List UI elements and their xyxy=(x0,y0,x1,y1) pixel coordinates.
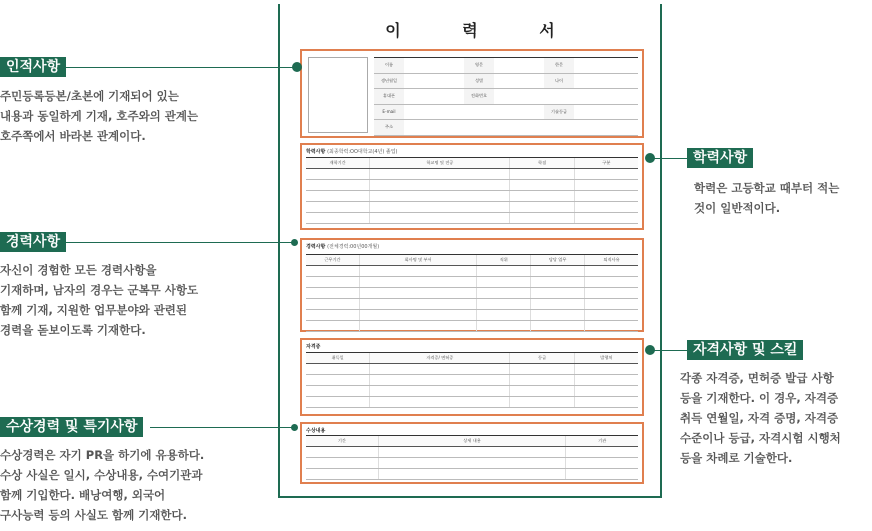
table-row xyxy=(306,277,638,288)
column-header: 재학기간 xyxy=(329,160,346,165)
table-header-row xyxy=(306,255,638,266)
table-cell xyxy=(509,191,573,201)
table-cell xyxy=(306,299,359,309)
table-cell xyxy=(306,364,369,374)
table-cell xyxy=(574,364,638,374)
table-cell xyxy=(378,458,566,468)
field-label: E-mail xyxy=(374,105,404,120)
table-cell xyxy=(530,321,584,331)
table-cell xyxy=(530,266,584,276)
career-table xyxy=(306,254,638,332)
education-heading: 학력사항 (최종학력:OO대학교(4년) 졸업) xyxy=(306,149,398,155)
table-cell xyxy=(359,288,476,298)
table-cell xyxy=(359,266,476,276)
table-cell xyxy=(565,447,638,457)
table-cell xyxy=(306,191,369,201)
column-header: 기관 xyxy=(565,436,638,446)
table-cell xyxy=(306,266,359,276)
career-connector-dot xyxy=(291,239,298,246)
table-cell xyxy=(509,202,573,212)
education-connector-line xyxy=(650,158,690,159)
field-label: 영문 xyxy=(464,58,494,73)
column-header: 등급 xyxy=(509,353,573,363)
personal-row xyxy=(374,105,638,121)
column-header: 구분 xyxy=(574,158,638,168)
table-cell xyxy=(584,299,638,309)
field-value xyxy=(574,74,636,89)
table-cell xyxy=(584,321,638,331)
field-value xyxy=(404,105,464,120)
table-cell xyxy=(306,447,378,457)
personal-row xyxy=(374,74,638,90)
table-cell xyxy=(476,266,530,276)
table-cell xyxy=(306,469,378,479)
field-value xyxy=(544,89,574,104)
table-header-row xyxy=(306,158,638,169)
table-cell xyxy=(530,288,584,298)
field-value xyxy=(574,58,636,73)
table-cell xyxy=(306,310,359,320)
field-label: 휴대폰 xyxy=(374,89,404,104)
awards-connector-dot xyxy=(291,424,298,431)
education-annotation-label: 학력사항 xyxy=(687,148,753,168)
column-header: 학교명 및 전공 xyxy=(369,158,509,168)
column-header: 근무기간 xyxy=(324,257,341,262)
field-value xyxy=(574,105,636,120)
table-cell xyxy=(530,277,584,287)
table-cell xyxy=(369,169,509,179)
table-cell xyxy=(369,386,509,396)
column-header: 상세 내용 xyxy=(378,436,566,446)
table-cell xyxy=(584,288,638,298)
table-cell xyxy=(378,469,566,479)
table-cell xyxy=(306,169,369,179)
field-value xyxy=(464,120,494,135)
table-cell xyxy=(369,364,509,374)
awards-section xyxy=(300,422,644,484)
table-cell xyxy=(306,375,369,385)
certificate-heading: 자격증 xyxy=(306,344,321,350)
column-header: 담당 업무 xyxy=(530,255,584,265)
awards-heading: 수상내용 xyxy=(306,428,326,434)
table-row xyxy=(306,375,638,386)
table-header-row xyxy=(306,353,638,364)
career-section xyxy=(300,238,644,332)
table-cell xyxy=(565,458,638,468)
field-label: 이름 xyxy=(374,58,404,73)
table-cell xyxy=(476,310,530,320)
table-cell xyxy=(306,180,369,190)
table-row xyxy=(306,213,638,224)
personal-connector-line xyxy=(60,67,298,68)
field-label: 성별 xyxy=(464,74,494,89)
table-cell xyxy=(584,310,638,320)
table-row xyxy=(306,299,638,310)
column-header: 취득일 xyxy=(331,355,344,360)
awards-connector-line xyxy=(150,427,294,428)
column-header: 직위 xyxy=(476,255,530,265)
certificate-annotation-label: 자격사항 및 스킬 xyxy=(687,340,803,360)
table-cell xyxy=(306,386,369,396)
table-row xyxy=(306,191,638,202)
table-row xyxy=(306,310,638,321)
table-cell xyxy=(369,375,509,385)
column-header: 회사명 및 부서 xyxy=(359,255,476,265)
field-value xyxy=(574,120,636,135)
field-label: 생년월일 xyxy=(374,74,404,89)
table-cell xyxy=(306,277,359,287)
table-cell xyxy=(476,288,530,298)
career-annotation-label: 경력사항 xyxy=(0,232,66,252)
field-value xyxy=(404,89,464,104)
table-cell xyxy=(306,202,369,212)
table-cell xyxy=(476,321,530,331)
table-cell xyxy=(574,213,638,223)
table-cell xyxy=(359,310,476,320)
table-row xyxy=(306,469,638,480)
table-row xyxy=(306,364,638,375)
field-value xyxy=(404,120,464,135)
table-cell xyxy=(509,213,573,223)
field-label: 한문 xyxy=(544,58,574,73)
awards-annotation-text: 수상경력은 자기 PR을 하기에 유용하다. 수상 사실은 일시, 수상내용, 수여기관과 함께 기입한다. 배낭여행, 외국어 구사능력 등의 사실도 함께 기재한다. xyxy=(0,448,205,522)
table-row xyxy=(306,169,638,180)
personal-row xyxy=(374,89,638,105)
table-cell xyxy=(574,386,638,396)
table-cell xyxy=(509,375,573,385)
table-cell xyxy=(306,213,369,223)
table-cell xyxy=(574,180,638,190)
field-label: 기술등급 xyxy=(544,105,574,120)
table-cell xyxy=(369,397,509,407)
field-label: 전화번호 xyxy=(464,89,494,104)
education-annotation-text: 학력은 고등학교 때부터 적는 것이 일반적이다. xyxy=(694,181,840,215)
table-cell xyxy=(574,191,638,201)
table-cell xyxy=(306,397,369,407)
table-cell xyxy=(306,288,359,298)
field-value xyxy=(494,105,544,120)
field-value xyxy=(404,74,464,89)
photo-box xyxy=(308,57,368,133)
field-value xyxy=(464,105,494,120)
column-header: 학점 xyxy=(509,158,573,168)
field-value xyxy=(544,120,574,135)
table-cell xyxy=(476,299,530,309)
table-cell xyxy=(369,180,509,190)
table-header-row xyxy=(306,436,638,447)
table-cell xyxy=(306,458,378,468)
table-cell xyxy=(509,169,573,179)
table-cell xyxy=(359,321,476,331)
personal-annotation-text: 주민등록등본/초본에 기재되어 있는 내용과 동일하게 기재, 호주와의 관계는 호주쪽에서 바라본 관계이다. xyxy=(0,89,199,143)
field-value xyxy=(494,74,544,89)
table-cell xyxy=(509,386,573,396)
table-cell xyxy=(584,277,638,287)
table-cell xyxy=(369,191,509,201)
table-cell xyxy=(574,397,638,407)
table-cell xyxy=(509,180,573,190)
personal-info-section xyxy=(300,49,644,138)
table-cell xyxy=(306,321,359,331)
column-header: 기간 xyxy=(337,438,346,443)
certificate-annotation-text: 각종 자격증, 면허증 발급 사항 등을 기재한다. 이 경우, 자격증 취득 연월일, 자격 증명, 자격증 수준이나 등급, 자격시험 시행처 등을 차례로 기술한다. xyxy=(680,371,841,465)
table-cell xyxy=(530,310,584,320)
resume-title: 이 력 서 xyxy=(385,21,583,40)
table-cell xyxy=(584,266,638,276)
resume-document xyxy=(278,4,662,498)
table-row xyxy=(306,447,638,458)
table-cell xyxy=(369,213,509,223)
personal-row xyxy=(374,58,638,74)
field-value xyxy=(494,89,544,104)
field-label: 나이 xyxy=(544,74,574,89)
personal-annotation-label: 인적사항 xyxy=(0,57,66,77)
table-cell xyxy=(509,364,573,374)
table-row xyxy=(306,288,638,299)
table-row xyxy=(306,321,638,332)
table-cell xyxy=(574,375,638,385)
column-header: 발행처 xyxy=(574,353,638,363)
table-cell xyxy=(574,169,638,179)
career-connector-line xyxy=(60,242,294,243)
personal-info-table xyxy=(374,57,638,136)
table-row xyxy=(306,397,638,408)
column-header: 퇴직사유 xyxy=(584,255,638,265)
table-row xyxy=(306,202,638,213)
table-cell xyxy=(530,299,584,309)
table-cell xyxy=(359,299,476,309)
education-section xyxy=(300,143,644,230)
career-heading: 경력사항 (전체경력:00년00개월) xyxy=(306,244,380,250)
table-row xyxy=(306,180,638,191)
table-cell xyxy=(476,277,530,287)
table-cell xyxy=(378,447,566,457)
table-cell xyxy=(574,202,638,212)
certificate-table xyxy=(306,352,638,408)
awards-table xyxy=(306,435,638,480)
personal-connector-dot xyxy=(292,62,302,72)
education-table xyxy=(306,157,638,224)
field-value xyxy=(574,89,636,104)
personal-row xyxy=(374,120,638,136)
field-value xyxy=(494,58,544,73)
field-label: 주소 xyxy=(374,120,404,135)
table-cell xyxy=(369,202,509,212)
table-row xyxy=(306,458,638,469)
awards-annotation-label: 수상경력 및 특기사항 xyxy=(0,417,143,437)
table-cell xyxy=(359,277,476,287)
field-value xyxy=(404,58,464,73)
field-value xyxy=(494,120,544,135)
career-annotation-text: 자신이 경험한 모든 경력사항을 기재하며, 남자의 경우는 군복무 사항도 함께 기재, 지원한 업무분야와 관련된 경력을 돋보이도록 기재한다. xyxy=(0,263,199,337)
table-cell xyxy=(565,469,638,479)
certificate-connector-line xyxy=(650,350,690,351)
column-header: 자격증/ 면허증 xyxy=(369,353,509,363)
certificate-section xyxy=(300,338,644,416)
table-cell xyxy=(509,397,573,407)
table-row xyxy=(306,266,638,277)
table-row xyxy=(306,386,638,397)
